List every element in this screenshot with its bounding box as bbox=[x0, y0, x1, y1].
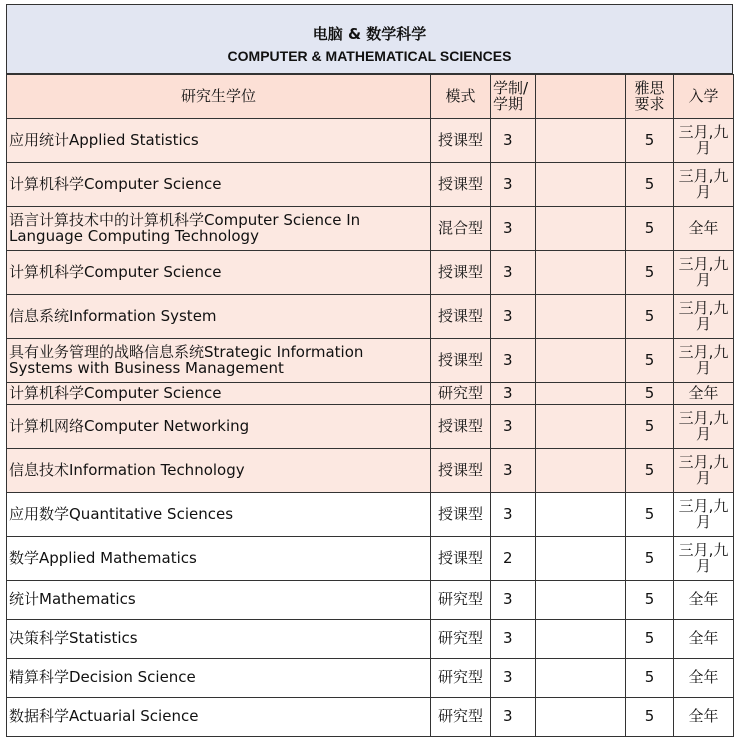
program-name: 信息系统Information System bbox=[7, 295, 431, 339]
program-name: 数据科学Actuarial Science bbox=[7, 698, 431, 737]
blank-cell bbox=[536, 493, 626, 537]
program-intake: 全年 bbox=[674, 207, 734, 251]
program-intake: 全年 bbox=[674, 698, 734, 737]
program-duration: 3 bbox=[491, 405, 536, 449]
table-row bbox=[7, 207, 734, 251]
col-header-intake: 入学 bbox=[674, 75, 734, 119]
program-mode: 授课型 bbox=[431, 405, 491, 449]
col-header-mode: 模式 bbox=[431, 75, 491, 119]
col-header-ielts: 雅思要求 bbox=[626, 75, 674, 119]
blank-cell bbox=[536, 698, 626, 737]
program-mode: 研究型 bbox=[431, 383, 491, 405]
program-ielts: 5 bbox=[626, 339, 674, 383]
program-name: 具有业务管理的战略信息系统Strategic Information Systems with Business Management bbox=[7, 339, 431, 383]
table-row bbox=[7, 339, 734, 383]
program-name: 统计Mathematics bbox=[7, 581, 431, 620]
program-ielts: 5 bbox=[626, 581, 674, 620]
program-mode: 研究型 bbox=[431, 620, 491, 659]
table-row bbox=[7, 620, 734, 659]
program-ielts: 5 bbox=[626, 207, 674, 251]
program-duration: 3 bbox=[491, 163, 536, 207]
program-name: 计算机网络Computer Networking bbox=[7, 405, 431, 449]
program-intake: 三月,九月 bbox=[674, 449, 734, 493]
program-intake: 三月,九月 bbox=[674, 163, 734, 207]
program-ielts: 5 bbox=[626, 383, 674, 405]
table-row bbox=[7, 581, 734, 620]
program-mode: 授课型 bbox=[431, 163, 491, 207]
program-mode: 授课型 bbox=[431, 251, 491, 295]
program-name: 计算机科学Computer Science bbox=[7, 383, 431, 405]
blank-cell bbox=[536, 449, 626, 493]
section-title-en: COMPUTER & MATHEMATICAL SCIENCES bbox=[227, 48, 512, 64]
program-intake: 三月,九月 bbox=[674, 339, 734, 383]
program-intake: 全年 bbox=[674, 581, 734, 620]
program-mode: 研究型 bbox=[431, 659, 491, 698]
section-banner bbox=[6, 4, 733, 74]
program-duration: 3 bbox=[491, 449, 536, 493]
program-name: 计算机科学Computer Science bbox=[7, 251, 431, 295]
program-duration: 3 bbox=[491, 295, 536, 339]
program-ielts: 5 bbox=[626, 163, 674, 207]
table-row bbox=[7, 659, 734, 698]
program-ielts: 5 bbox=[626, 698, 674, 737]
program-name: 应用数学Quantitative Sciences bbox=[7, 493, 431, 537]
table-row bbox=[7, 405, 734, 449]
blank-cell bbox=[536, 339, 626, 383]
program-duration: 3 bbox=[491, 659, 536, 698]
program-mode: 混合型 bbox=[431, 207, 491, 251]
program-intake: 三月,九月 bbox=[674, 251, 734, 295]
program-ielts: 5 bbox=[626, 449, 674, 493]
program-intake: 三月,九月 bbox=[674, 493, 734, 537]
blank-cell bbox=[536, 581, 626, 620]
blank-cell bbox=[536, 251, 626, 295]
program-mode: 授课型 bbox=[431, 119, 491, 163]
program-duration: 3 bbox=[491, 251, 536, 295]
blank-cell bbox=[536, 163, 626, 207]
blank-cell bbox=[536, 119, 626, 163]
col-header-blank bbox=[536, 75, 626, 119]
blank-cell bbox=[536, 295, 626, 339]
table-row bbox=[7, 295, 734, 339]
blank-cell bbox=[536, 659, 626, 698]
program-ielts: 5 bbox=[626, 493, 674, 537]
blank-cell bbox=[536, 537, 626, 581]
program-intake: 三月,九月 bbox=[674, 295, 734, 339]
program-intake: 三月,九月 bbox=[674, 119, 734, 163]
blank-cell bbox=[536, 383, 626, 405]
program-name: 语言计算技术中的计算机科学Computer Science In Language Computing Technology bbox=[7, 207, 431, 251]
blank-cell bbox=[536, 207, 626, 251]
table-row bbox=[7, 449, 734, 493]
program-ielts: 5 bbox=[626, 537, 674, 581]
program-name: 计算机科学Computer Science bbox=[7, 163, 431, 207]
program-name: 决策科学Statistics bbox=[7, 620, 431, 659]
table-row bbox=[7, 163, 734, 207]
program-duration: 3 bbox=[491, 207, 536, 251]
col-header-degree: 研究生学位 bbox=[7, 75, 431, 119]
program-mode: 授课型 bbox=[431, 493, 491, 537]
programs-table bbox=[6, 74, 734, 737]
table-row bbox=[7, 493, 734, 537]
program-duration: 3 bbox=[491, 339, 536, 383]
program-ielts: 5 bbox=[626, 620, 674, 659]
program-mode: 授课型 bbox=[431, 449, 491, 493]
program-duration: 3 bbox=[491, 698, 536, 737]
program-mode: 研究型 bbox=[431, 698, 491, 737]
blank-cell bbox=[536, 405, 626, 449]
table-row bbox=[7, 119, 734, 163]
table-row bbox=[7, 537, 734, 581]
program-name: 数学Applied Mathematics bbox=[7, 537, 431, 581]
program-ielts: 5 bbox=[626, 119, 674, 163]
table-row bbox=[7, 383, 734, 405]
program-duration: 3 bbox=[491, 581, 536, 620]
program-duration: 3 bbox=[491, 620, 536, 659]
program-duration: 2 bbox=[491, 537, 536, 581]
program-mode: 授课型 bbox=[431, 295, 491, 339]
program-intake: 全年 bbox=[674, 659, 734, 698]
program-intake: 全年 bbox=[674, 620, 734, 659]
program-name: 精算科学Decision Science bbox=[7, 659, 431, 698]
program-ielts: 5 bbox=[626, 295, 674, 339]
blank-cell bbox=[536, 620, 626, 659]
program-mode: 授课型 bbox=[431, 537, 491, 581]
program-ielts: 5 bbox=[626, 405, 674, 449]
program-ielts: 5 bbox=[626, 251, 674, 295]
program-intake: 全年 bbox=[674, 383, 734, 405]
program-duration: 3 bbox=[491, 119, 536, 163]
section-title-cn: 电脑 & 数学科学 bbox=[312, 25, 427, 43]
program-intake: 三月,九月 bbox=[674, 537, 734, 581]
program-ielts: 5 bbox=[626, 659, 674, 698]
program-intake: 三月,九月 bbox=[674, 405, 734, 449]
table-row bbox=[7, 698, 734, 737]
program-mode: 授课型 bbox=[431, 339, 491, 383]
program-name: 应用统计Applied Statistics bbox=[7, 119, 431, 163]
program-duration: 3 bbox=[491, 493, 536, 537]
program-duration: 3 bbox=[491, 383, 536, 405]
program-name: 信息技术Information Technology bbox=[7, 449, 431, 493]
table-row bbox=[7, 251, 734, 295]
program-mode: 研究型 bbox=[431, 581, 491, 620]
table-header-row bbox=[7, 75, 734, 119]
col-header-duration: 学制/学期 bbox=[491, 75, 536, 119]
